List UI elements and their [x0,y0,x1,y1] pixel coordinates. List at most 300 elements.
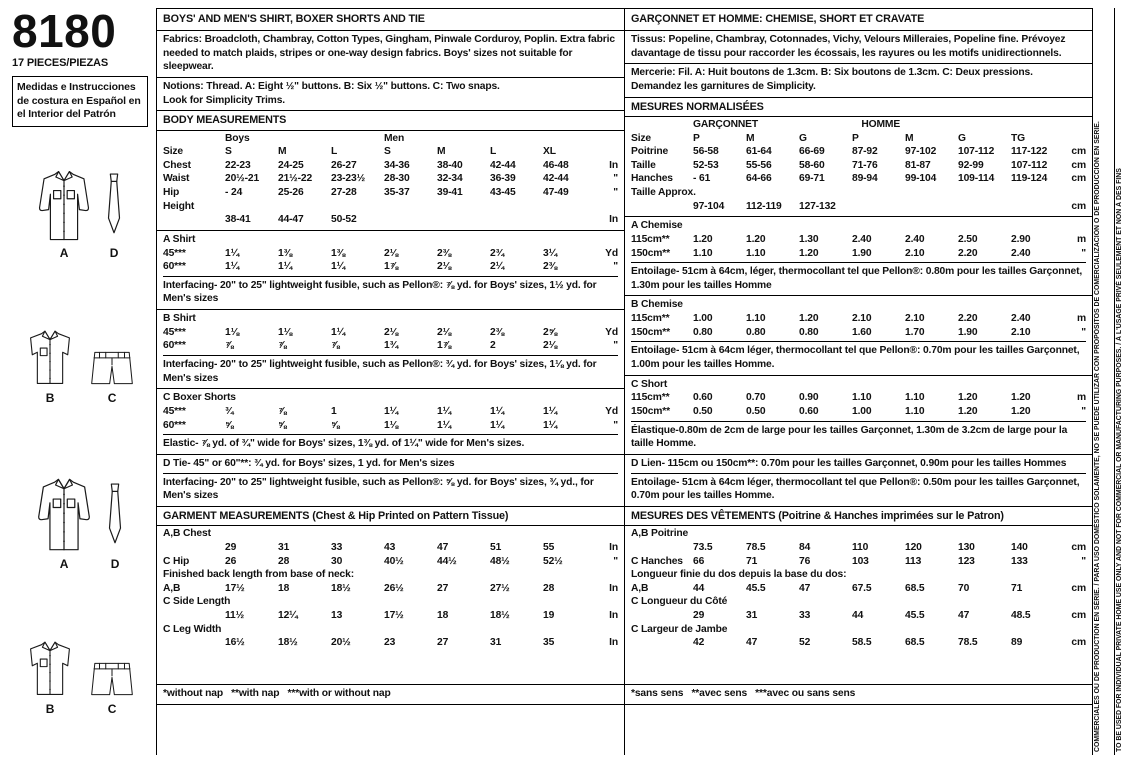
row-label: Waist [163,173,190,185]
row-label: Chest [163,159,191,171]
measurement-cell: G [799,132,807,144]
unit-cell: Yd [605,326,618,338]
measurement-cell: 31 [278,542,290,554]
measurement-cell: 2⅜ [490,326,505,338]
d-tie-line: D Tie- 45" or 60"**: ¾ yd. for Boys' sizes, 1 yd. for Men's sizes [163,457,455,469]
measurement-cell: ⅝ [331,419,340,431]
row-label: Poitrine [631,146,669,158]
measurement-cell [437,213,488,227]
measurement-cell: 33 [799,609,811,621]
measurement-cell: 39-41 [437,187,463,199]
measurement-cell: 66-69 [799,146,825,158]
measurement-cell: ⅞ [331,340,340,352]
measurement-cell: 0.60 [693,392,713,404]
measurement-cell: ¾ [225,406,234,418]
measurement-cell: 1¼ [437,406,452,418]
measurement-cell: 52½ [543,555,563,567]
measurement-row [631,247,1086,261]
measurement-row [631,391,1086,405]
french-garment-table [631,527,1086,649]
measurement-cell: 67.5 [852,582,872,594]
measurement-cell: Men [384,132,405,144]
measurement-cell: 99-104 [905,173,937,185]
measurement-cell: L [490,146,497,158]
row-label: Taille [631,159,656,171]
measurement-cell: 1⅜ [331,247,346,259]
view-b-figure [23,640,77,716]
row-label: C Side Length [163,596,231,608]
measurement-cell: 42-44 [543,173,569,185]
measurement-cell: 2.40 [905,234,925,246]
row-label: A,B [631,582,649,594]
d-tie-interfacing-note: Interfacing- 20" to 25" lightweight fusible, such as Pellon®: ⅝ yd. for Boys' sizes, ¾ yd., for Men's sizes [163,473,618,503]
measurement-cell: 2.40 [1011,313,1031,325]
french-notions-line2: Demandez les garnitures de Simplicity. [631,80,816,92]
view-d-figure [104,481,126,571]
view-a-figure [35,168,93,260]
measurement-cell: 1¼ [437,419,452,431]
row-label: 60*** [163,261,186,273]
measurement-cell: 44½ [437,555,457,567]
measurement-cell [543,132,594,146]
row-label [631,200,691,214]
measurement-row [163,623,618,637]
measurement-cell: 51 [490,542,502,554]
measurement-cell: 112-119 [746,200,782,212]
b-shirt-heading: B Shirt [163,312,196,324]
measurement-cell: 1¼ [543,406,558,418]
measurement-cell: HOMME [861,119,901,131]
b-chemise-metrage-table [631,312,1086,339]
measurement-row [631,159,1086,173]
measurement-cell: 2⅛ [437,261,452,273]
figure-group-1 [12,168,148,260]
measurement-cell [490,213,541,227]
measurement-cell: 140 [1011,542,1028,554]
measurement-cell: 1⅞ [384,261,399,273]
row-label: Longueur finie du dos depuis la base du dos: [631,569,847,581]
measurement-cell: 47 [437,542,449,554]
pattern-number: 8180 [12,5,117,57]
measurement-cell: 87-92 [852,146,878,158]
row-label [631,541,691,555]
measurement-cell: 28-30 [384,173,410,185]
measurement-row [631,582,1086,596]
measurement-cell: 81-87 [905,159,931,171]
measurement-cell: 1.20 [746,234,766,246]
measurement-cell: 2⅜ [543,261,558,273]
english-garment-measurements-section [157,507,624,686]
english-fabrics-section [157,31,624,78]
measurement-cell [1011,200,1062,214]
measurement-cell: 48.5 [1011,609,1031,621]
measurement-cell: 61-64 [746,146,772,158]
row-label: C Hanches [631,555,683,567]
outer-margin-strip [1114,8,1136,755]
measurement-cell: 2⅜ [437,247,452,259]
measurement-cell: 113 [905,555,922,567]
measurement-cell: 103 [852,555,869,567]
measurement-cell: 133 [1011,555,1028,567]
measurement-cell: 18½ [278,637,298,649]
measurement-cell: 18 [278,582,290,594]
unit-cell: " [613,261,618,273]
unit-cell: cm [1071,637,1086,649]
tie-illustration [103,172,125,244]
vertical-margin-strips [1092,8,1136,755]
french-fabrics-section [625,31,1092,64]
view-b-figure [23,329,77,405]
measurement-row [163,555,618,569]
measurement-cell [852,200,903,214]
measurement-cell: ⅞ [278,340,287,352]
measurement-cell: 1⅜ [278,247,293,259]
measurement-cell: 58-60 [799,159,825,171]
measurement-cell: 1¼ [543,419,558,431]
row-label: 45*** [163,406,186,418]
measurement-cell: S [225,146,232,158]
measurement-cell: 38-41 [225,214,251,226]
measurement-cell: P [852,132,859,144]
measurement-cell [543,213,594,227]
view-c-figure [87,658,137,716]
view-letter: B [45,391,55,406]
row-label [163,541,223,555]
measurement-cell: ⅞ [225,340,234,352]
measurement-cell: 1.10 [852,392,872,404]
measurement-cell: 27 [437,637,449,649]
measurement-row [631,172,1086,186]
measurement-cell: 33 [331,542,343,554]
measurement-cell: 68.5 [905,637,925,649]
english-title: BOYS' AND MEN'S SHIRT, BOXER SHORTS AND TIE [163,13,425,25]
measurement-cell [278,132,329,146]
measurement-cell: 2⅛ [543,340,558,352]
c-shorts-yardage-table [163,405,618,432]
measurement-cell: 1¼ [225,261,240,273]
row-label [631,636,691,650]
left-panel [10,5,157,755]
measurement-cell [958,200,1009,214]
row-label [163,609,223,623]
row-label: Taille Approx. [631,187,696,199]
measurement-row [163,595,618,609]
measurement-cell: 47 [799,582,811,594]
measurement-cell: 1¼ [331,326,346,338]
unit-cell: " [1081,406,1086,418]
row-label: Finished back length from base of neck: [163,569,354,581]
measurement-cell: 56-58 [693,146,719,158]
french-garment-measurements-section [625,507,1092,686]
measurement-cell: 71 [1011,582,1023,594]
c-shorts-heading: C Boxer Shorts [163,392,236,404]
unit-cell [596,132,618,146]
row-label: Size [631,132,652,144]
measurement-cell [905,200,956,214]
measurement-cell: 64-66 [746,173,772,185]
measurement-cell: ⅞ [278,406,287,418]
measurement-cell: 22-23 [225,159,251,171]
measurement-cell: 2.90 [1011,234,1031,246]
measurement-cell: 2¼ [490,261,505,273]
measurement-cell: 1.20 [958,392,978,404]
measurement-cell: 1.00 [693,313,713,325]
measurement-cell: 2⅛ [384,326,399,338]
measurement-cell: 26 [225,555,237,567]
measurement-cell: 24-25 [278,159,304,171]
measurement-cell: 35-37 [384,187,410,199]
measurement-cell: 1⅛ [278,326,293,338]
measurement-cell [490,132,541,146]
measurement-cell: 120 [905,542,922,554]
measurement-row [631,527,1086,541]
measurement-row [631,609,1086,623]
measurement-cell: 1¼ [278,261,293,273]
unit-cell: " [1081,555,1086,567]
view-c-figure [87,347,137,405]
measurement-cell: 1¼ [331,261,346,273]
unit-cell: In [609,159,618,171]
measurement-cell: S [384,146,391,158]
measurement-cell: 1¾ [384,340,399,352]
row-label: Hanches [631,173,673,185]
unit-cell: " [1081,247,1086,259]
measurement-cell: 1⅞ [437,340,452,352]
measurement-cell: 58.5 [852,637,872,649]
pieces-count: 17 PIECES/PIEZAS [12,57,109,69]
row-label: A,B Poitrine [631,528,689,540]
b-shirt-yardage-table [163,326,618,353]
row-label: Size [163,146,184,158]
french-title: GARÇONNET ET HOMME: CHEMISE, SHORT ET CRAVATE [631,13,925,25]
measurement-cell: M [905,132,914,144]
measurement-cell: 43 [384,542,396,554]
french-body-table [631,118,1086,213]
measurement-row [163,186,618,200]
measurement-row [163,172,618,186]
measurement-cell: 68.5 [905,582,925,594]
measurement-row [163,213,618,227]
measurement-cell [384,213,435,227]
english-body-measurements-section [157,111,624,231]
unit-cell: m [1076,392,1086,404]
measurement-cell: 40½ [384,555,404,567]
unit-cell: " [613,419,618,431]
french-title-section [625,8,1092,31]
measurement-cell: G [958,132,966,144]
measurement-row [163,145,618,159]
measurement-cell: 0.60 [799,406,819,418]
c-short-elastique-note: Élastique-0.80m de 2cm de large pour les tailles Garçonnet, 1.30m de 3.2cm de large pour la taille Homme. [631,421,1086,451]
english-garment-table [163,527,618,649]
row-label: 60*** [163,419,186,431]
measurement-cell: 2.10 [852,313,872,325]
measurement-cell: 1¼ [225,247,240,259]
b-chemise-section [625,296,1092,375]
measurement-cell: 2.10 [1011,326,1031,338]
measurement-cell: 47 [958,609,970,621]
measurement-cell: 1.20 [1011,406,1031,418]
measurement-cell [912,118,961,132]
measurement-cell: 42 [693,637,705,649]
measurement-cell: 28 [278,555,290,567]
view-letter: A [59,556,69,571]
c-short-heading: C Short [631,378,668,390]
bottom-margin [157,705,624,755]
view-letter: A [59,245,69,260]
measurement-cell: 2⅝ [543,326,558,338]
d-lien-section [625,455,1092,507]
measurement-cell: 26-27 [331,159,357,171]
row-label [163,132,223,146]
measurement-cell: 44 [693,582,705,594]
b-shirt-interfacing-note: Interfacing- 20" to 25" lightweight fusible, such as Pellon®: ¾ yd. for Boys' sizes, 1⅛ yd. for Men's sizes [163,355,618,385]
view-letter: D [110,556,120,571]
measurement-cell: 1.20 [799,313,819,325]
measurement-cell: 0.80 [799,326,819,338]
measurement-cell: 17½ [225,582,245,594]
measurement-cell: 27-28 [331,187,357,199]
measurement-cell: 107-112 [958,146,995,158]
unit-cell: " [613,340,618,352]
bottom-margin [625,705,1092,755]
measurement-cell [760,118,809,132]
measurement-cell: M [746,132,755,144]
french-footnote: *sans sens **avec sens ***avec ou sans sens [631,688,856,700]
measurement-cell: 84 [799,542,811,554]
garment-illustrations [12,127,148,751]
measurement-cell: 1⅛ [384,419,399,431]
measurement-cell [1013,118,1062,132]
measurement-row [163,541,618,555]
measurement-cell: 50-52 [331,214,357,226]
row-label: 150cm** [631,247,671,259]
measurement-cell: 1.20 [693,234,713,246]
measurement-cell: 127-132 [799,200,836,212]
measurement-cell: 110 [852,542,869,554]
measurement-cell: 45.5 [746,582,766,594]
measurement-cell: 0.50 [693,406,713,418]
row-label: 115cm** [631,392,670,404]
english-notions-section [157,78,624,111]
measurement-cell: 66 [693,555,705,567]
unit-cell: cm [1071,542,1086,554]
english-column [157,8,624,755]
measurement-cell: 1.10 [746,247,766,259]
d-tie-section [157,455,624,507]
measurement-cell: 52-53 [693,159,719,171]
measurement-cell: 97-102 [905,146,937,158]
b-shirt-section [157,310,624,389]
measurement-cell: - 61 [693,173,711,185]
figure-group-2 [12,329,148,405]
measurement-row [163,247,618,261]
a-chemise-heading: A Chemise [631,220,683,232]
measurement-row [631,555,1086,569]
measurement-cell: 1.10 [905,406,925,418]
a-chemise-section [625,217,1092,296]
measurement-cell: 1.70 [905,326,925,338]
measurement-cell: 1.10 [693,247,713,259]
measurement-row [631,186,1086,200]
a-chemise-metrage-table [631,233,1086,260]
measurement-cell: 2.10 [905,247,925,259]
measurement-cell: 44 [852,609,864,621]
measurement-cell: 0.70 [746,392,766,404]
unit-cell: cm [1071,146,1086,158]
measurement-cell: 97-104 [693,200,725,212]
measurement-cell: 89-94 [852,173,878,185]
row-label: C Longueur du Côté [631,596,728,608]
row-label: Height [163,200,195,212]
unit-cell: Yd [605,406,618,418]
measurement-row [163,159,618,173]
boxer-shorts-illustration [87,347,137,389]
measurement-cell: 55 [543,542,555,554]
unit-cell: " [613,173,618,185]
measurement-cell: 31 [746,609,758,621]
unit-cell [596,145,618,159]
mesures-normalisees-heading: MESURES NORMALISÉES [625,100,1092,118]
measurement-cell: 45.5 [905,609,925,621]
row-label: 115cm** [631,234,670,246]
measurement-cell: 2 [490,340,496,352]
row-label: 60*** [163,340,186,352]
measurement-cell: 31 [490,637,502,649]
row-label [163,213,223,227]
measurement-cell: 55-56 [746,159,772,171]
measurement-row [631,326,1086,340]
view-letter: C [107,391,117,406]
measurement-cell: 43-45 [490,187,516,199]
measurement-cell: 117-122 [1011,146,1048,158]
measurement-cell: 18½ [331,582,351,594]
measurement-cell: 52 [799,637,811,649]
measurement-row [631,200,1086,214]
measurement-cell: 23-23½ [331,173,366,185]
measurement-cell: ⅝ [278,419,287,431]
row-label [631,118,691,132]
measurement-cell: P [693,132,700,144]
measurement-cell: 29 [225,542,237,554]
c-boxer-shorts-section [157,389,624,455]
unit-cell: cm [1071,609,1086,621]
measurement-cell: 44-47 [278,214,304,226]
a-shirt-interfacing-note: Interfacing- 20" to 25" lightweight fusible, such as Pellon®: ⅞ yd. for Boys' sizes, 1½ yd. for Men's sizes [163,276,618,306]
d-lien-entoilage-note: Entoilage- 51cm à 64cm léger, thermocollant tel que Pellon®: 0.50m pour les tailles Garçonnet, 0.70m pour les tailles Homme. [631,473,1086,503]
measurement-cell: 18½ [490,609,510,621]
measurement-cell: 2.50 [958,234,978,246]
measurement-cell: 17½ [384,609,404,621]
measurement-cell: 1¼ [490,406,505,418]
row-label: Hip [163,187,180,199]
measurement-cell: 2¾ [490,247,505,259]
measurement-cell: M [278,146,287,158]
measurement-cell: 69-71 [799,173,825,185]
b-chemise-heading: B Chemise [631,299,683,311]
measurement-cell: 70 [958,582,970,594]
garment-measurements-heading: GARMENT MEASUREMENTS (Chest & Hip Printed on Pattern Tissue) [157,509,624,527]
view-d-figure [103,172,125,260]
french-notions-paragraph: Mercerie: Fil. A: Huit boutons de 1.3cm. B: Six boutons de 1.3cm. C: Deux pressions. [631,67,1033,79]
english-fabrics-paragraph: Fabrics: Broadcloth, Chambray, Cotton Types, Gingham, Pinwale Corduroy, Poplin. Extra fabric needed to match plaids, stripes or one-way design fabrics. Boys' sizes not suitable for sleepwear. [163,34,615,73]
measurement-cell: 3¼ [543,247,558,259]
measurement-row [631,132,1086,146]
row-label: 45*** [163,326,186,338]
measurement-row [163,582,618,596]
measurement-cell: 71 [746,555,758,567]
row-label: A,B Chest [163,528,211,540]
